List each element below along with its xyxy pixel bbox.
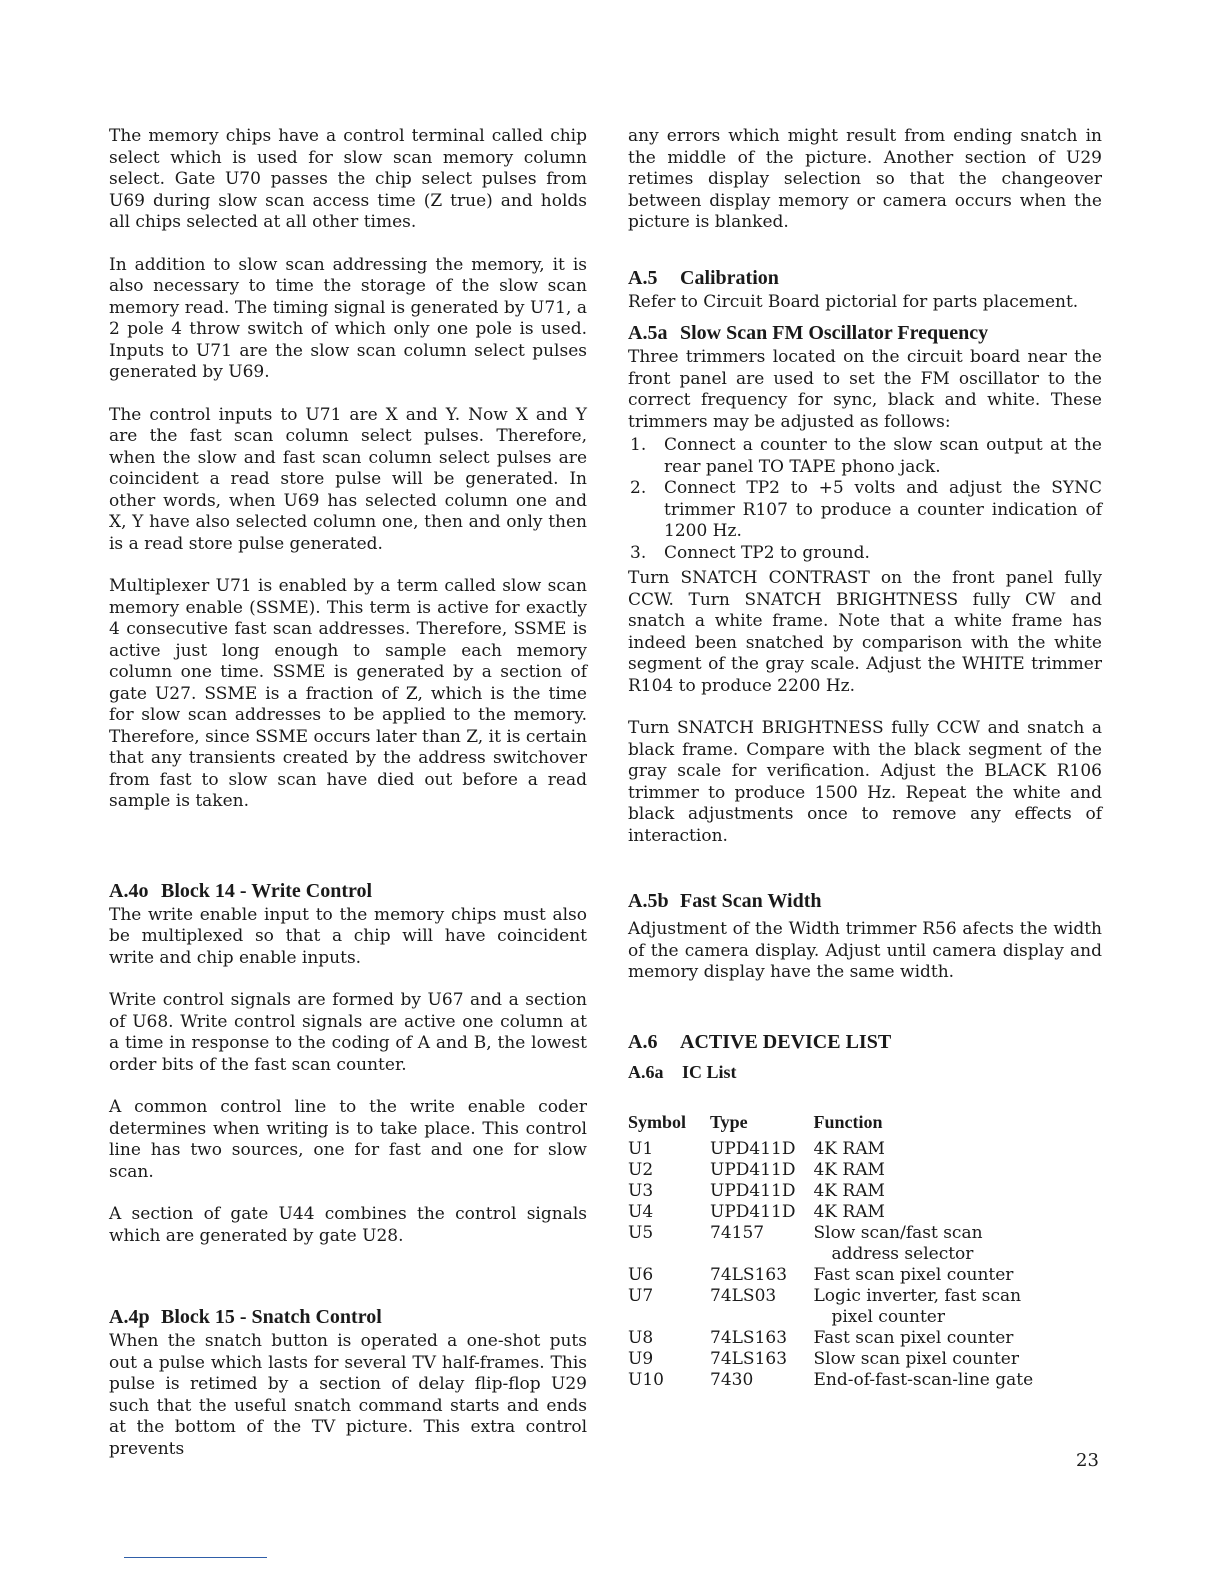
section-title: Slow Scan FM Oscillator Frequency — [680, 322, 989, 344]
calibration-steps — [628, 435, 1102, 564]
table-row — [628, 1181, 1081, 1202]
column-header-function: Function — [813, 1111, 883, 1132]
function-text: End-of-fast-scan-line gate — [813, 1369, 1034, 1390]
page-number: 23 — [1076, 1450, 1099, 1471]
section-title: IC List — [682, 1061, 737, 1082]
function-cell — [813, 1223, 1081, 1265]
type-cell: 74LS163 — [710, 1264, 788, 1285]
section-number: A.6 — [628, 1030, 658, 1053]
step-text: Connect a counter to the slow scan output at the rear panel TO TAPE phono jack. — [664, 435, 1102, 477]
paragraph: any errors which might result from ending snatch in the middle of the picture. Another section of U29 retimes display selection so that the changeover between display memory or camera occurs when the picture is blanked. — [628, 126, 1102, 232]
paragraph: When the snatch button is operated a one-shot puts out a pulse which lasts for several TV half-frames. This pulse is retimed by a section of delay flip-flop U29 such that the useful snatch command starts and ends at the bottom of the TV picture. This extra control prevents — [109, 1331, 587, 1459]
table-row — [628, 1286, 1081, 1328]
function-continuation: pixel counter — [831, 1306, 945, 1327]
section-title: Fast Scan Width — [680, 890, 822, 912]
section-title: Calibration — [680, 266, 779, 289]
section-title: ACTIVE DEVICE LIST — [680, 1030, 892, 1053]
function-text: Slow scan/fast scan — [813, 1222, 983, 1243]
function-text: Logic inverter, fast scan — [813, 1285, 1022, 1306]
step-number: 3. — [630, 542, 647, 563]
function-cell — [813, 1181, 1081, 1202]
step-text: Connect TP2 to ground. — [664, 542, 870, 563]
function-cell — [813, 1265, 1081, 1286]
symbol-cell: U3 — [628, 1180, 654, 1201]
symbol-cell: U8 — [628, 1327, 654, 1348]
paragraph: A section of gate U44 combines the control signals which are generated by gate U28. — [109, 1204, 587, 1246]
paragraph: The write enable input to the memory chips must also be multiplexed so that a chip will have coincident write and chip enable inputs. — [109, 904, 587, 968]
section-number: A.4o — [109, 879, 149, 902]
function-cell — [813, 1328, 1081, 1349]
paragraph: The control inputs to U71 are X and Y. Now X and Y are the fast scan column select pulses. Therefore, when the slow and fast scan column select pulses are coincident a read store pulse will be generated. In other words, when U69 has selected column one and X, Y have also selected column one, then and only then is a read store pulse generated. — [109, 404, 587, 554]
type-cell: 74LS03 — [710, 1285, 777, 1306]
paragraph: In addition to slow scan addressing the memory, it is also necessary to time the storage of the slow scan memory read. The timing signal is generated by U71, a 2 pole 4 throw switch of which only one pole is used. Inputs to U71 are the slow scan column select pulses generated by U69. — [109, 254, 587, 382]
section-number: A.5 — [628, 266, 658, 289]
symbol-cell: U1 — [628, 1138, 654, 1159]
table-row — [628, 1349, 1081, 1370]
paragraph: Turn SNATCH CONTRAST on the front panel fully CCW. Turn SNATCH BRIGHTNESS fully CW and snatch a white frame. Note that a white frame has indeed been snatched by comparison with the white segment of the gray scale. Adjust the WHITE trimmer R104 to produce 2200 Hz. — [628, 568, 1102, 696]
section-heading-a4p — [109, 1303, 587, 1331]
ic-list-table — [628, 1112, 1081, 1391]
paragraph: Multiplexer U71 is enabled by a term called slow scan memory enable (SSME). This term is active for exactly 4 consecutive fast scan addresses. Therefore, SSME is active just long enough to sample each memory column one time. SSME is generated by a section of gate U27. SSME is a fraction of Z, which is the time for slow scan addresses to be applied to the memory. Therefore, since SSME occurs later than Z, it is certain that any transients created by the address switchover from fast to slow scan have died out before a read sample is taken. — [109, 576, 587, 811]
function-cell — [813, 1370, 1081, 1391]
function-cell — [813, 1349, 1081, 1370]
function-text: Fast scan pixel counter — [813, 1327, 1014, 1348]
function-continuation: address selector — [831, 1243, 974, 1264]
type-cell: UPD411D — [710, 1159, 796, 1180]
type-cell: 7430 — [710, 1369, 754, 1390]
table-header-row — [628, 1112, 1081, 1139]
table-row — [628, 1202, 1081, 1223]
section-heading-a4o — [109, 877, 587, 905]
section-number: A.5a — [628, 322, 668, 344]
paragraph: The memory chips have a control terminal called chip select which is used for slow scan memory column select. Gate U70 passes the chip select pulses from U69 during slow scan access time (Z true) and holds all chips selected at all other times. — [109, 126, 587, 232]
subsection-heading-a6a — [628, 1060, 1102, 1084]
list-item — [628, 543, 1102, 565]
function-text: 4K RAM — [813, 1159, 885, 1180]
function-text: Slow scan pixel counter — [813, 1348, 1019, 1369]
table-row — [628, 1223, 1081, 1265]
function-text: 4K RAM — [813, 1138, 885, 1159]
table-row — [628, 1328, 1081, 1349]
type-cell: 74LS163 — [710, 1327, 788, 1348]
section-heading-a6 — [628, 1028, 1102, 1056]
paragraph: Turn SNATCH BRIGHTNESS fully CCW and snatch a black frame. Compare with the black segment of the gray scale for verification. Adjust the BLACK R106 trimmer to produce 1500 Hz. Repeat the white and black adjustments once to remove any effects of interaction. — [628, 718, 1102, 846]
section-number: A.5b — [628, 890, 669, 912]
type-cell: 74LS163 — [710, 1348, 788, 1369]
list-item — [628, 435, 1102, 478]
paragraph: Refer to Circuit Board pictorial for parts placement. — [628, 291, 1079, 312]
footer-rule — [124, 1557, 267, 1558]
table-row — [628, 1160, 1081, 1181]
function-cell — [813, 1202, 1081, 1223]
step-text: Connect TP2 to +5 volts and adjust the SYNC trimmer R107 to produce a counter indication of 1200 Hz. — [664, 478, 1102, 541]
type-cell: UPD411D — [710, 1180, 796, 1201]
step-number: 1. — [630, 435, 647, 455]
section-heading-a5 — [628, 264, 1102, 292]
function-text: 4K RAM — [813, 1180, 885, 1201]
function-text: Fast scan pixel counter — [813, 1264, 1014, 1285]
function-text: 4K RAM — [813, 1201, 885, 1222]
paragraph: Adjustment of the Width trimmer R56 afects the width of the camera display. Adjust until camera display and memory display have the same width. — [628, 919, 1102, 982]
section-heading-a5a — [628, 319, 1102, 347]
table-row — [628, 1265, 1081, 1286]
paragraph: A common control line to the write enable coder determines when writing is to take place. This control line has two sources, one for fast and one for slow scan. — [109, 1097, 587, 1182]
section-number: A.4p — [109, 1306, 150, 1328]
symbol-cell: U5 — [628, 1222, 654, 1243]
section-number: A.6a — [628, 1061, 664, 1082]
list-item — [628, 478, 1102, 543]
symbol-cell: U6 — [628, 1264, 654, 1285]
function-cell — [813, 1286, 1081, 1328]
function-cell — [813, 1139, 1081, 1160]
symbol-cell: U2 — [628, 1159, 654, 1180]
table-row — [628, 1370, 1081, 1391]
left-column — [109, 126, 587, 1460]
table-row — [628, 1139, 1081, 1160]
type-cell: UPD411D — [710, 1138, 796, 1159]
paragraph: Three trimmers located on the circuit board near the front panel are used to set the FM oscillator to the correct frequency for sync, black and white. These trimmers may be adjusted as follows: — [628, 347, 1102, 432]
column-header-symbol: Symbol — [628, 1111, 687, 1132]
paragraph: Write control signals are formed by U67 and a section of U68. Write control signals are active one column at a time in response to the coding of A and B, the lowest order bits of the fast scan counter. — [109, 990, 587, 1075]
symbol-cell: U9 — [628, 1348, 654, 1369]
type-cell: 74157 — [710, 1222, 765, 1243]
symbol-cell: U4 — [628, 1201, 654, 1222]
symbol-cell: U7 — [628, 1285, 654, 1306]
section-heading-a5b — [628, 887, 1102, 915]
section-title: Block 14 - Write Control — [161, 879, 373, 902]
section-title: Block 15 - Snatch Control — [161, 1306, 382, 1328]
symbol-cell: U10 — [628, 1369, 664, 1390]
type-cell: UPD411D — [710, 1201, 796, 1222]
step-number: 2. — [630, 478, 647, 498]
column-header-type: Type — [710, 1111, 748, 1132]
function-cell — [813, 1160, 1081, 1181]
right-column — [628, 126, 1102, 1391]
